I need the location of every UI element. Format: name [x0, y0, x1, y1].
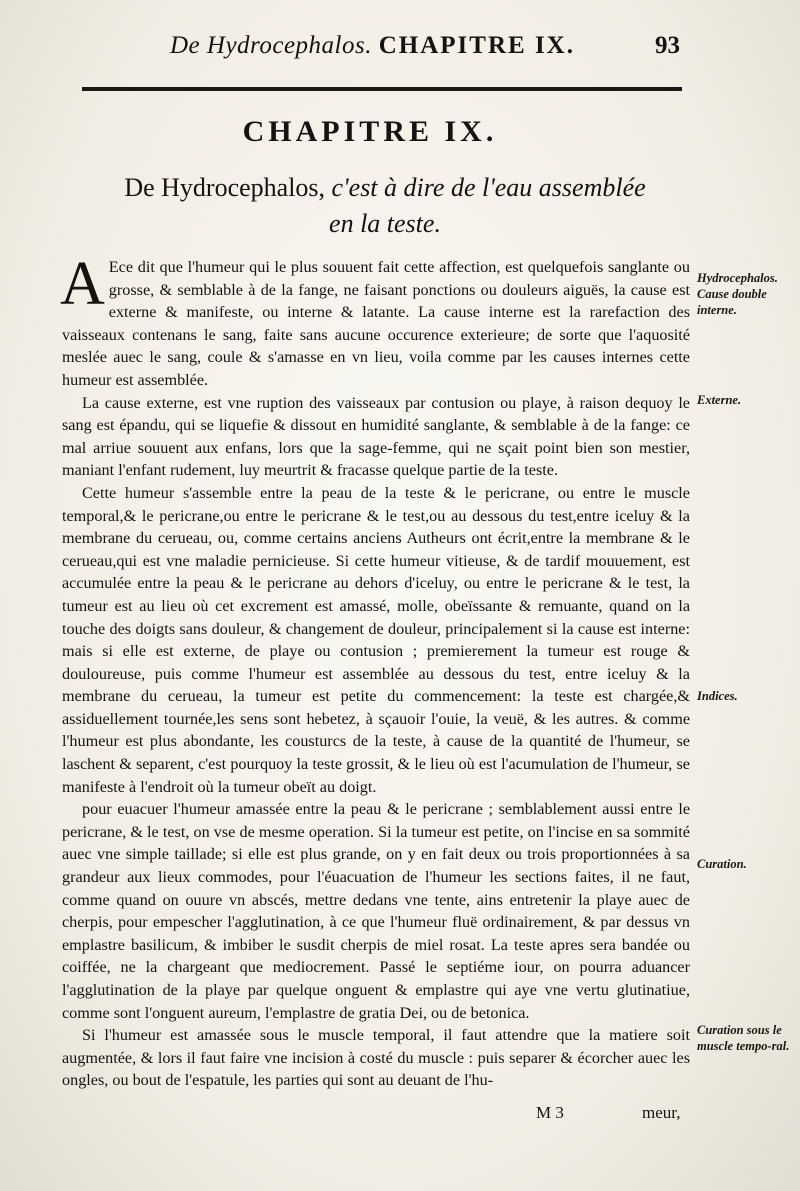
chapter-title: CHAPITRE IX. — [242, 115, 498, 148]
paragraph-2: La cause externe, est vne ruption des vaisseaux par contusion ou playe, à raison dequoy le sang est épandu, qui se liquefie & dissout en humidité sanglante, & semblable à de la fange: ce mal arriue souuent aux enfans, lors que la sage-femme, qui ne sçait point bien son mestier, maniant l'enfant rudement, luy meurtrit & fracasse quelque partie de la teste. — [62, 393, 690, 480]
drop-cap: A — [60, 250, 105, 318]
catchword: meur, — [642, 1103, 681, 1122]
subtitle-italic: c'est à dire de l'eau assemblée — [331, 173, 646, 202]
running-head — [170, 32, 575, 60]
running-head-italic: De Hydrocephalos. — [170, 32, 372, 59]
running-head-chapter: CHAPITRE IX. — [378, 32, 575, 59]
margin-note-curation: Curation. — [697, 857, 747, 871]
page-number: 93 — [655, 32, 680, 59]
margin-note-externe: Externe. — [697, 393, 742, 407]
margin-note-curation-muscle: Curation sous le muscle tempo-ral. — [697, 1023, 790, 1053]
subtitle-line2: en la teste. — [329, 209, 441, 238]
chapter-subtitle — [80, 170, 690, 242]
running-header — [160, 28, 680, 64]
margin-note-indices: Indices. — [697, 689, 738, 703]
subtitle-roman: De Hydrocephalos, — [124, 173, 326, 202]
body-text — [60, 250, 690, 1092]
paragraph-4: pour euacuer l'humeur amassée entre la peau & le pericrane ; semblablement aussi entre le pericrane, & le test, on vse de mesme operation. Si la tumeur est petite, on l'incise en sa sommité auec vne simple taillade; si elle est plus grande, on y en fait deux ou trois proportionnées à sa grandeur aux lieux commodes, pour l'éuacuation de l'humeur les sections faites, il ne faut, comme quand on ouure vn abscés, mettre dedans vne tente, ains entretenir la playe auec de cherpis, pour empescher l'agglutination, à ce que l'humeur fluë ordinairement, & par dessus vn emplastre basilicum, & imbiber le susdit cherpis de miel rosat. La teste apres sera bandée ou coiffée, ne la chargeant que mediocrement. Passé le septiéme iour, on pourra aduancer l'agglutination de la playe par quelque onguent & emplastre qui aye vne vertu glutinatiue, comme sont l'onguent aureum, l'emplastre de gratia Dei, ou de betonica. — [62, 800, 690, 1022]
margin-note-hydrocephalos: Hydrocephalos. Cause double interne. — [697, 271, 778, 317]
paragraph-3: Cette humeur s'assemble entre la peau de la teste & le pericrane, ou entre le muscle temporal,& le pericrane,ou entre le pericrane & le test,ou au dessous du test,entre iceluy & la membrane du cerueau, ou, comme certains anciens Autheurs ont écrit,entre la membrane & le cerueau,qui est vne maladie pernicieuse. Si cette humeur vitieuse, & de tardif mouuement, est accumulée entre la peau & le pericrane au dehors d'iceluy, ou entre le pericrane & le test, la tumeur est au lieu où cet excrement est amassé, molle, obeïssante & remuante, quand on la touche des doigts sans douleur, & changement de douleur, principalement si la cause est interne: mais si elle est externe, de playe ou contusion ; premierement la tumeur est rouge & douloureuse, puis comme l'humeur est assemblée au dessous du test, entre iceluy & la membrane du cerueau, la tumeur est petite du commencement: la teste est chargée,& assiduellement tournée,les sens sont hebetez, à sçauoir l'ouie, la veuë, & les autres. & comme l'humeur est plus abondante, les cousturcs de la teste, à cause de la quantité de l'humeur, se laschent & separent, c'est pourquoy la teste grossit, & le lieu où est l'acumulation de l'humeur, se manifeste à l'endroit où la tumeur obeït au doigt. — [62, 483, 690, 796]
paragraph-5: Si l'humeur est amassée sous le muscle temporal, il faut attendre que la matiere soit augmentée, & lors il faut faire vne incision à costé du muscle : puis separer & écorcher auec les ongles, ou bout de l'espatule, les parties qui sont au deuant de l'hu- — [62, 1026, 690, 1090]
signature-mark: M 3 — [536, 1103, 564, 1122]
paragraph-1-text: Ece dit que l'humeur qui le plus souuent fait cette affection, est quelquefois sanglante ou grosse, & semblable à de la fange, ne faisant ponctions ou douleurs aiguës, la cause est externe & manifeste, ou interne & latante. La cause interne est la rarefaction des vaisseaux contenans le sang, faite sans aucune occurence exterieure; de sorte que l'aquosité meslée auec le sang, coule & s'amasse en vn lieu, voila comme par les causes internes cette humeur est assemblée. — [62, 258, 690, 389]
paragraph-1 — [60, 250, 690, 392]
header-rule — [82, 87, 682, 91]
